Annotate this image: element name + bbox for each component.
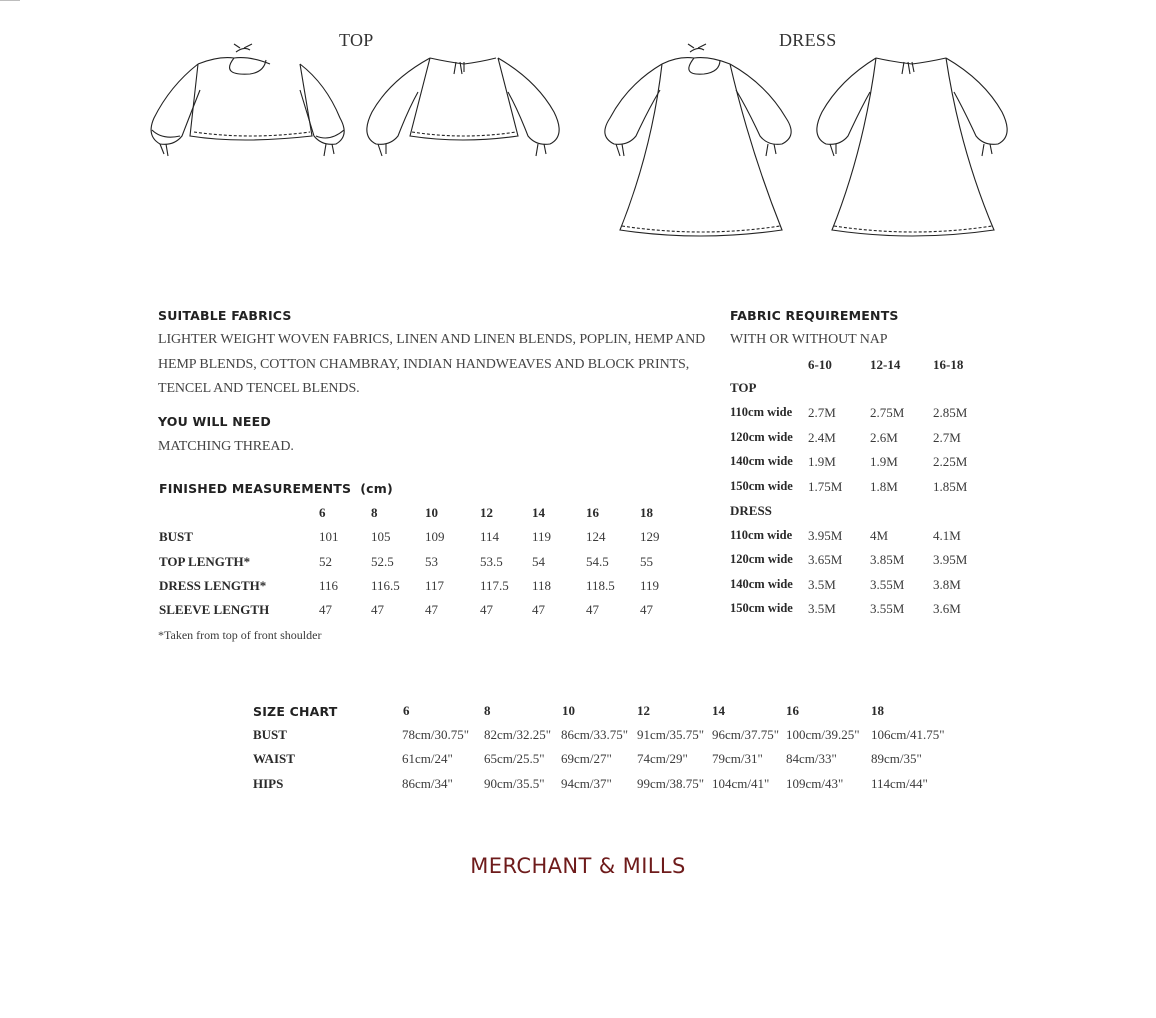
corner-crop-mark (0, 0, 20, 1)
size-chart-cell: 91cm/35.75" (637, 727, 705, 742)
fabric-cell: 2.75M (870, 405, 905, 420)
finished-cell: 47 (425, 602, 438, 617)
fabric-cell: 1.85M (933, 479, 968, 494)
fabric-cell: 3.95M (808, 528, 843, 543)
finished-cell: 109 (425, 529, 445, 544)
fabric-width-label: 110cm wide (730, 528, 793, 542)
finished-cell: 54.5 (586, 554, 609, 569)
finished-cell: 47 (532, 602, 545, 617)
finished-footnote: *Taken from top of front shoulder (158, 628, 322, 642)
size-chart-cell: 65cm/25.5" (484, 751, 545, 766)
size-chart-cell: 79cm/31" (712, 751, 763, 766)
fabric-cell: 4.1M (933, 528, 961, 543)
fabric-cell: 3.5M (808, 577, 836, 592)
fabric-requirements-heading: FABRIC REQUIREMENTS (730, 308, 899, 323)
fabric-cell: 2.85M (933, 405, 968, 420)
size-chart-cell: 86cm/33.75" (561, 727, 629, 742)
you-will-need-heading: YOU WILL NEED (158, 414, 271, 429)
you-will-need-text: MATCHING THREAD. (158, 439, 294, 454)
fabric-cell: 3.8M (933, 577, 961, 592)
size-chart-size: 18 (871, 703, 884, 718)
fabric-width-label: 120cm wide (730, 552, 793, 566)
fabric-dress-label: DRESS (730, 503, 772, 518)
fabric-cell: 3.95M (933, 552, 968, 567)
fabrics-line-2: HEMP BLENDS, COTTON CHAMBRAY, INDIAN HANDWEAVES AND BLOCK PRINTS, (158, 356, 690, 372)
fabric-cell: 3.5M (808, 601, 836, 616)
suitable-fabrics-text (158, 328, 705, 402)
fabric-width-label: 120cm wide (730, 430, 793, 444)
size-chart-cell: 99cm/38.75" (637, 776, 705, 791)
top-back-illustration (352, 40, 568, 170)
size-chart-size: 12 (637, 703, 650, 718)
size-chart-cell: 114cm/44" (871, 776, 928, 791)
finished-measurements-heading: FINISHED MEASUREMENTS (cm) (159, 481, 393, 496)
dress-back-illustration (804, 40, 1020, 250)
finished-cell: 52.5 (371, 554, 394, 569)
finished-cell: 129 (640, 529, 660, 544)
fabric-width-label: 110cm wide (730, 405, 793, 419)
finished-cell: 47 (586, 602, 599, 617)
size-chart-row-label: BUST (253, 727, 287, 742)
suitable-fabrics-heading: SUITABLE FABRICS (158, 308, 292, 323)
finished-cell: 101 (319, 529, 339, 544)
size-chart-cell: 74cm/29" (637, 751, 688, 766)
finished-cell: 114 (480, 529, 500, 544)
finished-cell: 105 (371, 529, 391, 544)
finished-cell: 117 (425, 578, 445, 593)
size-chart-size: 14 (712, 703, 725, 718)
fabric-width-label: 140cm wide (730, 454, 793, 468)
finished-cell: 118.5 (586, 578, 615, 593)
fabric-cell: 1.9M (808, 454, 836, 469)
fabric-cell: 2.7M (808, 405, 836, 420)
top-front-illustration (140, 40, 356, 170)
finished-row-label: BUST (159, 529, 193, 544)
finished-row-label: TOP LENGTH* (159, 554, 251, 569)
size-chart-cell: 96cm/37.75" (712, 727, 780, 742)
size-chart-cell: 61cm/24" (402, 751, 453, 766)
finished-cell: 53.5 (480, 554, 503, 569)
fabric-cell: 3.55M (870, 601, 905, 616)
finished-size-8: 8 (371, 505, 378, 520)
fabric-width-label: 150cm wide (730, 479, 793, 493)
size-chart-cell: 106cm/41.75" (871, 727, 945, 742)
fabric-cell: 2.6M (870, 430, 898, 445)
dress-front-illustration (592, 40, 808, 250)
finished-cell: 119 (532, 529, 552, 544)
finished-cell: 55 (640, 554, 653, 569)
fabrics-line-1: LIGHTER WEIGHT WOVEN FABRICS, LINEN AND LINEN BLENDS, POPLIN, HEMP AND (158, 332, 706, 347)
finished-cell: 54 (532, 554, 545, 569)
finished-size-14: 14 (532, 505, 545, 520)
dress-illustration-label: DRESS (779, 30, 837, 50)
finished-size-16: 16 (586, 505, 599, 520)
fabric-cell: 4M (870, 528, 889, 543)
finished-cell: 117.5 (480, 578, 509, 593)
finished-cell: 124 (586, 529, 606, 544)
size-chart-cell: 109cm/43" (786, 776, 844, 791)
brand-logo-text: MERCHANT & MILLS (470, 854, 686, 878)
size-chart-size: 10 (562, 703, 575, 718)
size-chart-row-label: HIPS (253, 776, 284, 791)
size-chart-heading: SIZE CHART (253, 704, 338, 719)
size-chart-cell: 86cm/34" (402, 776, 453, 791)
finished-cell: 116.5 (371, 578, 400, 593)
size-chart-cell: 84cm/33" (786, 751, 837, 766)
fabric-cell: 1.9M (870, 454, 898, 469)
size-chart-row-label: WAIST (253, 751, 295, 766)
size-chart-cell: 69cm/27" (561, 751, 612, 766)
top-illustration-label: TOP (339, 30, 374, 50)
fabric-cell: 2.25M (933, 454, 968, 469)
size-chart-cell: 104cm/41" (712, 776, 770, 791)
finished-cell: 116 (319, 578, 339, 593)
fabric-cell: 2.7M (933, 430, 961, 445)
size-chart-cell: 78cm/30.75" (402, 727, 470, 742)
fabrics-line-3: TENCEL AND TENCEL BLENDS. (158, 381, 360, 396)
size-chart-cell: 100cm/39.25" (786, 727, 860, 742)
size-chart-size: 16 (786, 703, 799, 718)
finished-size-18: 18 (640, 505, 653, 520)
finished-size-10: 10 (425, 505, 438, 520)
finished-cell: 47 (319, 602, 332, 617)
finished-cell: 47 (480, 602, 493, 617)
finished-row-label: DRESS LENGTH* (159, 578, 267, 593)
finished-cell: 53 (425, 554, 438, 569)
fabric-top-label: TOP (730, 380, 757, 395)
size-chart-cell: 82cm/32.25" (484, 727, 552, 742)
finished-cell: 52 (319, 554, 332, 569)
fabric-cell: 2.4M (808, 430, 836, 445)
size-chart-cell: 89cm/35" (871, 751, 922, 766)
size-chart-size: 8 (484, 703, 491, 718)
size-chart-cell: 94cm/37" (561, 776, 612, 791)
finished-cell: 118 (532, 578, 552, 593)
fabric-width-label: 150cm wide (730, 601, 793, 615)
fabric-requirements-subheading: WITH OR WITHOUT NAP (730, 332, 888, 347)
fabric-size-12-14: 12-14 (870, 357, 901, 372)
fabric-cell: 1.75M (808, 479, 843, 494)
fabric-cell: 3.85M (870, 552, 905, 567)
fabric-cell: 3.55M (870, 577, 905, 592)
fabric-size-16-18: 16-18 (933, 357, 964, 372)
finished-size-6: 6 (319, 505, 326, 520)
finished-row-label: SLEEVE LENGTH (159, 602, 270, 617)
fabric-width-label: 140cm wide (730, 577, 793, 591)
size-chart-size: 6 (403, 703, 410, 718)
size-chart-cell: 90cm/35.5" (484, 776, 545, 791)
fabric-cell: 1.8M (870, 479, 898, 494)
finished-cell: 47 (371, 602, 384, 617)
fabric-cell: 3.65M (808, 552, 843, 567)
fabric-cell: 3.6M (933, 601, 961, 616)
finished-cell: 119 (640, 578, 660, 593)
fabric-size-6-10: 6-10 (808, 357, 832, 372)
finished-cell: 47 (640, 602, 653, 617)
finished-size-12: 12 (480, 505, 493, 520)
